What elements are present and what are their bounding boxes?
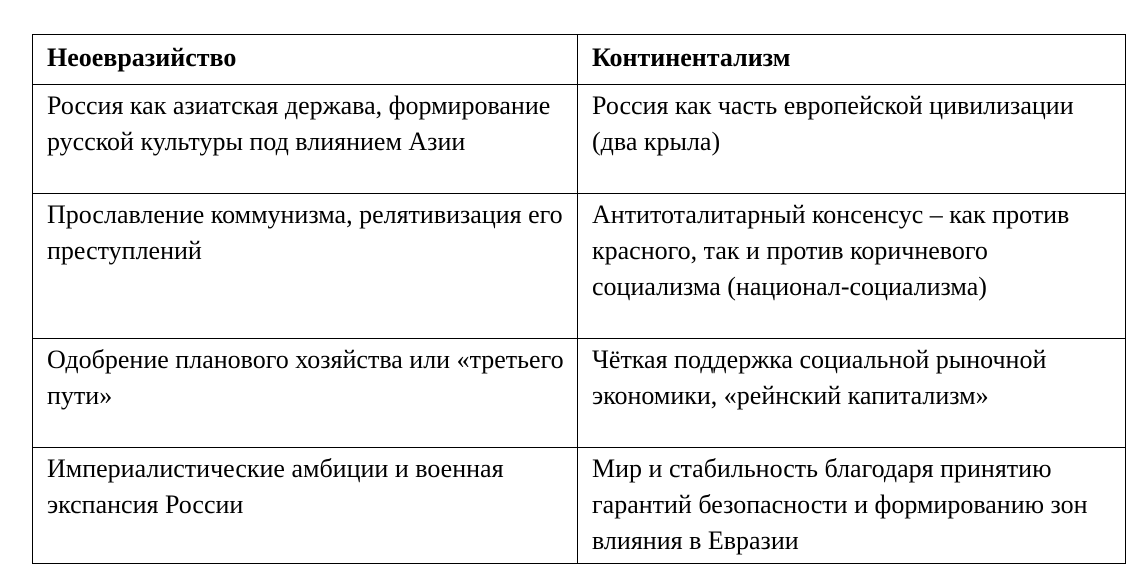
cell-text: Россия как азиатская держава, формирование русской культуры под влиянием Азии	[47, 91, 551, 156]
table-cell	[33, 448, 578, 564]
table-header-row	[33, 35, 1126, 85]
cell-text: Антитоталитарный консенсус – как против красного, так и против коричневого социализма (национал-социализма)	[592, 200, 1070, 301]
header-neo-eurasianism	[33, 35, 578, 85]
header-label: Континентализм	[592, 43, 791, 72]
cell-text: Мир и стабильность благодаря принятию гарантий безопасности и формированию зон влияния в Евразии	[592, 454, 1088, 555]
table-cell	[33, 85, 578, 194]
table-cell	[33, 194, 578, 339]
table-cell	[578, 194, 1126, 339]
table-cell	[578, 448, 1126, 564]
table-row	[33, 194, 1126, 339]
table-row	[33, 339, 1126, 448]
table-cell	[578, 85, 1126, 194]
table-cell	[33, 339, 578, 448]
table-cell	[578, 339, 1126, 448]
table-row	[33, 448, 1126, 564]
cell-text: Одобрение планового хозяйства или «третьего пути»	[47, 345, 564, 410]
cell-text: Прославление коммунизма, релятивизация его преступлений	[47, 200, 563, 265]
cell-text: Россия как часть европейской цивилизации (два крыла)	[592, 91, 1074, 156]
comparison-table	[32, 34, 1126, 564]
header-label: Неоевразийство	[47, 43, 237, 72]
cell-text: Чёткая поддержка социальной рыночной экономики, «рейнский капитализм»	[592, 345, 1047, 410]
header-continentalism	[578, 35, 1126, 85]
cell-text: Империалистические амбиции и военная экспансия России	[47, 454, 504, 519]
table-row	[33, 85, 1126, 194]
